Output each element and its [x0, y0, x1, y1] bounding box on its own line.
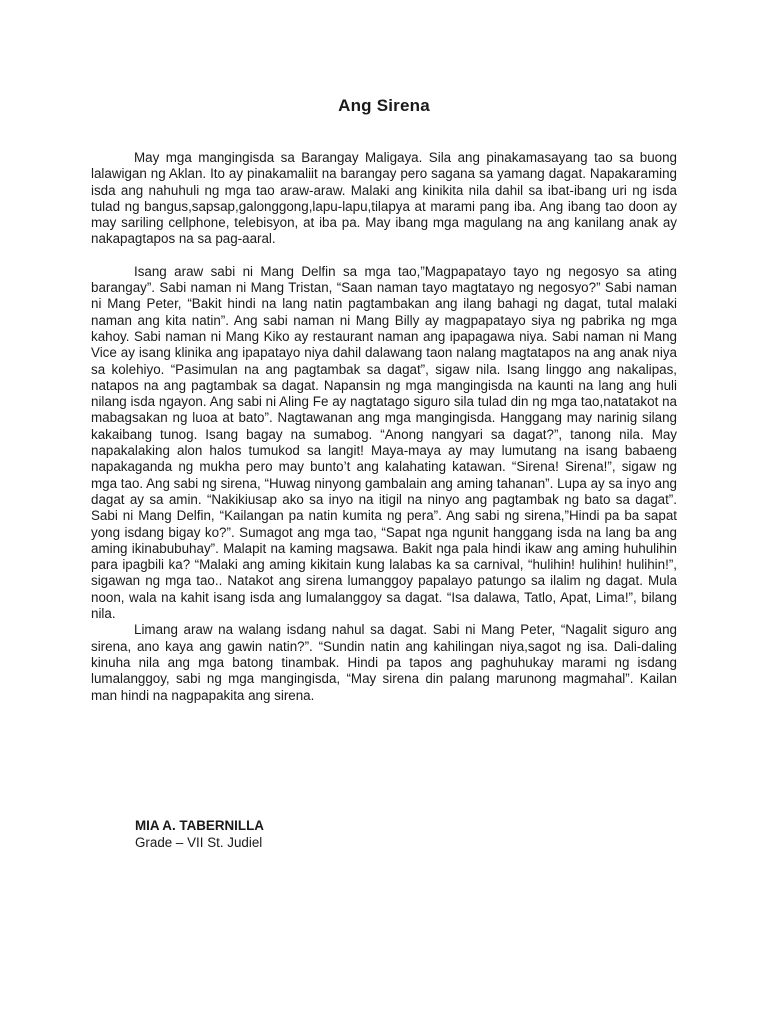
paragraph-3: Limang araw na walang isdang nahul sa dagat. Sabi ni Mang Peter, “Nagalit siguro ang sirena, ano kaya ang gawin natin?”. “Sundin natin ang kahilingan niya,sagot ng isa. Dali-daling kinuha nila ang mga batong tinambak. Hindi pa tapos ang paghuhukay marami ng isdang lumalanggoy, sabi ng mga mangingisda, “May sirena din palang marunong magmahal”. Kailan man hindi na nagpapakita ang sirena.	[91, 622, 677, 703]
document-title: Ang Sirena	[338, 96, 430, 115]
story-body	[91, 150, 677, 704]
author-grade: Grade – VII St. Judiel	[135, 834, 263, 850]
paragraph-1: May mga mangingisda sa Barangay Maligaya. Sila ang pinakamasayang tao sa buong lalawigan ng Aklan. Ito ay pinakamaliit na barangay pero sagana sa yamang dagat. Napakaraming isda ang nahuhuli ng mga tao araw-araw. Malaki ang kinikita nila dahil sa ibat-ibang uri ng isda tulad ng bangus,sapsap,galonggong,lapu-lapu,tilapya at marami pang iba. Ang ibang tao doon ay may sariling cellphone, telebisyon, at iba pa. May ibang mga magulang na ang kanilang anak ay nakapagtapos na sa pag-aaral.	[91, 150, 677, 247]
author-name: MIA A. TABERNILLA	[135, 818, 264, 833]
paragraph-2: Isang araw sabi ni Mang Delfin sa mga tao,”Magpapatayo tayo ng negosyo sa ating barangay”. Sabi naman ni Mang Tristan, “Saan naman tayo magtatayo ng negosyo?” Sabi naman ni Mang Peter, “Bakit hindi na lang natin pagtambakan ang ilang bahagi ng dagat, tutal malaki naman ang kita natin”. Ang sabi naman ni Mang Billy ay magpapatayo siya ng pabrika ng mga kahoy. Sabi naman ni Mang Kiko ay restaurant naman ang ipapagawa niya. Sabi naman ni Mang Vice ay isang klinika ang ipapatayo niya dahil dalawang taon nalang magtatapos na ang anak niya sa kolehiyo. “Pasimulan na ang pagtambak sa dagat”, sigaw nila. Isang linggo ang nakalipas, natapos na ang pagtambak sa dagat. Napansin ng mga mangingisda na kaunti na lang ang huli nilang isda ngayon. Ang sabi ni Aling Fe ay nagtatago siguro sila tulad din ng mga tao,natatakot na mabagsakan ng luoa at bato”. Nagtawanan ang mga mangingisda. Hanggang may narinig silang kakaibang tunog. Isang bagay na sumabog. “Anong nangyari sa dagat?”, tanong nila. May napakalaking alon halos tumukod sa langit! Maya-maya ay may lumutang na isang babaeng napakaganda ng mukha pero may bunto’t ang kalahating katawan. “Sirena! Sirena!”, sigaw ng mga tao. Ang sabi ng sirena, “Huwag ninyong gambalain ang aming tahanan”. Lupa ay sa inyo ang dagat ay sa amin. “Nakikiusap ako sa inyo na itigil na ninyo ang pagtambak ng bato sa dagat”. Sabi ni Mang Delfin, “Kailangan pa natin kumita ng pera”. Ang sabi ng sirena,”Hindi pa ba sapat yong isdang bigay ko?”. Sumagot ang mga tao, “Sapat nga ngunit hanggang isda na lang ba ang aming ikinabubuhay”. Malapit na kaming magsawa. Bakit nga pala hindi ikaw ang aming huhulihin para ipagbili ka? “Malaki ang aming kikitain kung lalabas ka sa carnival, “hulihin! hulihin! hulihin!”, sigawan ng mga tao.. Natakot ang sirena lumanggoy papalayo patungo sa ilalim ng dagat. Mula noon, wala na kahit isang isda ang lumalanggoy sa dagat. “Isa dalawa, Tatlo, Apat, Lima!”, bilang nila.	[91, 263, 677, 622]
author-signature	[135, 818, 264, 851]
